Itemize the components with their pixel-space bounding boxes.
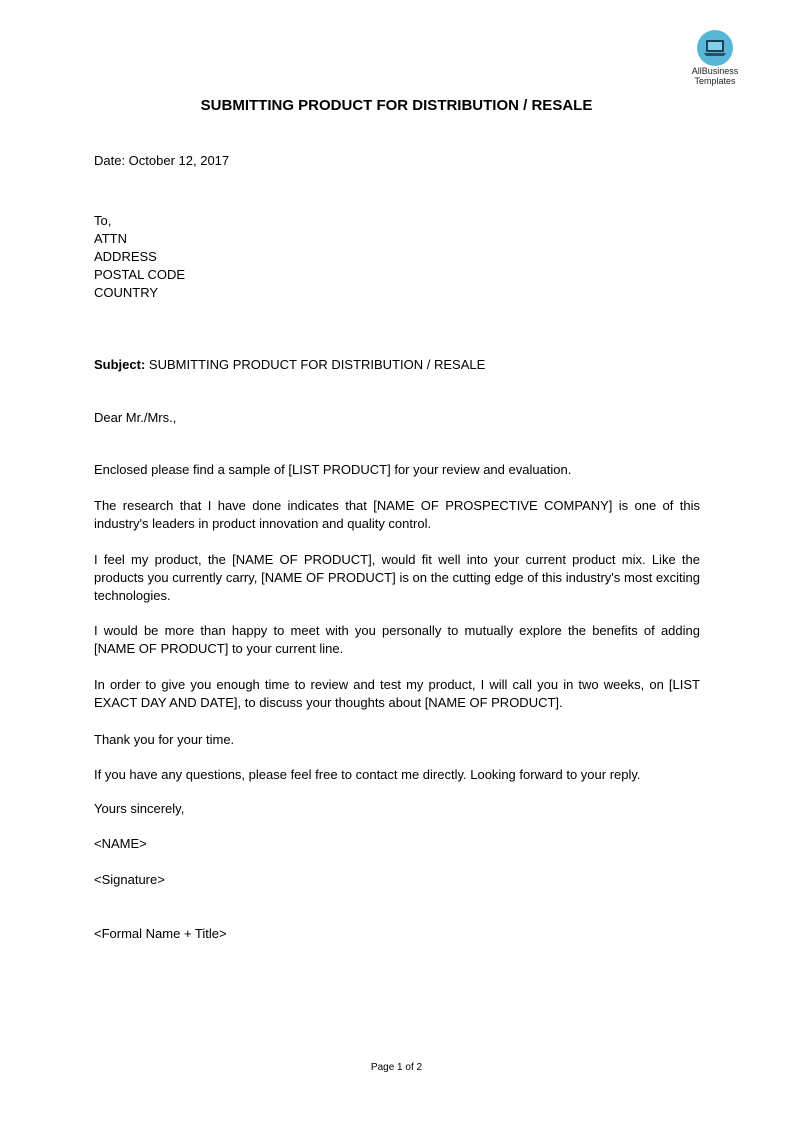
page-number: Page 1 of 2 [370, 1062, 423, 1073]
address-country: COUNTRY [94, 285, 159, 300]
signature: <Signature> [94, 872, 165, 887]
logo-text-line1: AllBusiness [691, 66, 739, 76]
address-postal-code: POSTAL CODE [94, 267, 186, 282]
paragraph-3: I feel my product, the [NAME OF PRODUCT], would fit well into your current product mix. Like the products you currently carry, [NAME OF PRODUCT] is on the cutting edge of this industry's most exciting technologies. [94, 552, 700, 603]
address-to: To, [94, 213, 112, 228]
paragraph-2: The research that I have done indicates that [NAME OF PROSPECTIVE COMPANY] is one of this industry's leaders in product innovation and quality control. [94, 498, 700, 531]
paragraph-6: Thank you for your time. [94, 732, 235, 747]
laptop-icon [697, 30, 733, 66]
paragraph-1: Enclosed please find a sample of [LIST PRODUCT] for your review and evaluation. [94, 462, 572, 477]
document-title: SUBMITTING PRODUCT FOR DISTRIBUTION / RESALE [200, 97, 593, 114]
subject-text: SUBMITTING PRODUCT FOR DISTRIBUTION / RESALE [148, 357, 486, 372]
formal-name-title: <Formal Name + Title> [94, 926, 227, 941]
date-line: Date: October 12, 2017 [94, 153, 230, 168]
paragraph-7: If you have any questions, please feel free to contact me directly. Looking forward to your reply. [94, 767, 641, 782]
address-attn: ATTN [94, 231, 127, 246]
logo [680, 30, 750, 86]
subject-label: Subject: [94, 357, 146, 372]
logo-text-line2: Templates [694, 76, 736, 86]
sender-name: <NAME> [94, 836, 147, 851]
salutation: Dear Mr./Mrs., [94, 410, 177, 425]
closing: Yours sincerely, [94, 801, 185, 816]
paragraph-4: I would be more than happy to meet with you personally to mutually explore the benefits of adding [NAME OF PRODUCT] to your current line. [94, 623, 700, 656]
subject-line [94, 356, 485, 374]
address-address: ADDRESS [94, 249, 157, 264]
paragraph-5: In order to give you enough time to review and test my product, I will call you in two weeks, on [LIST EXACT DAY AND DATE], to discuss your thoughts about [NAME OF PRODUCT]. [94, 677, 700, 710]
